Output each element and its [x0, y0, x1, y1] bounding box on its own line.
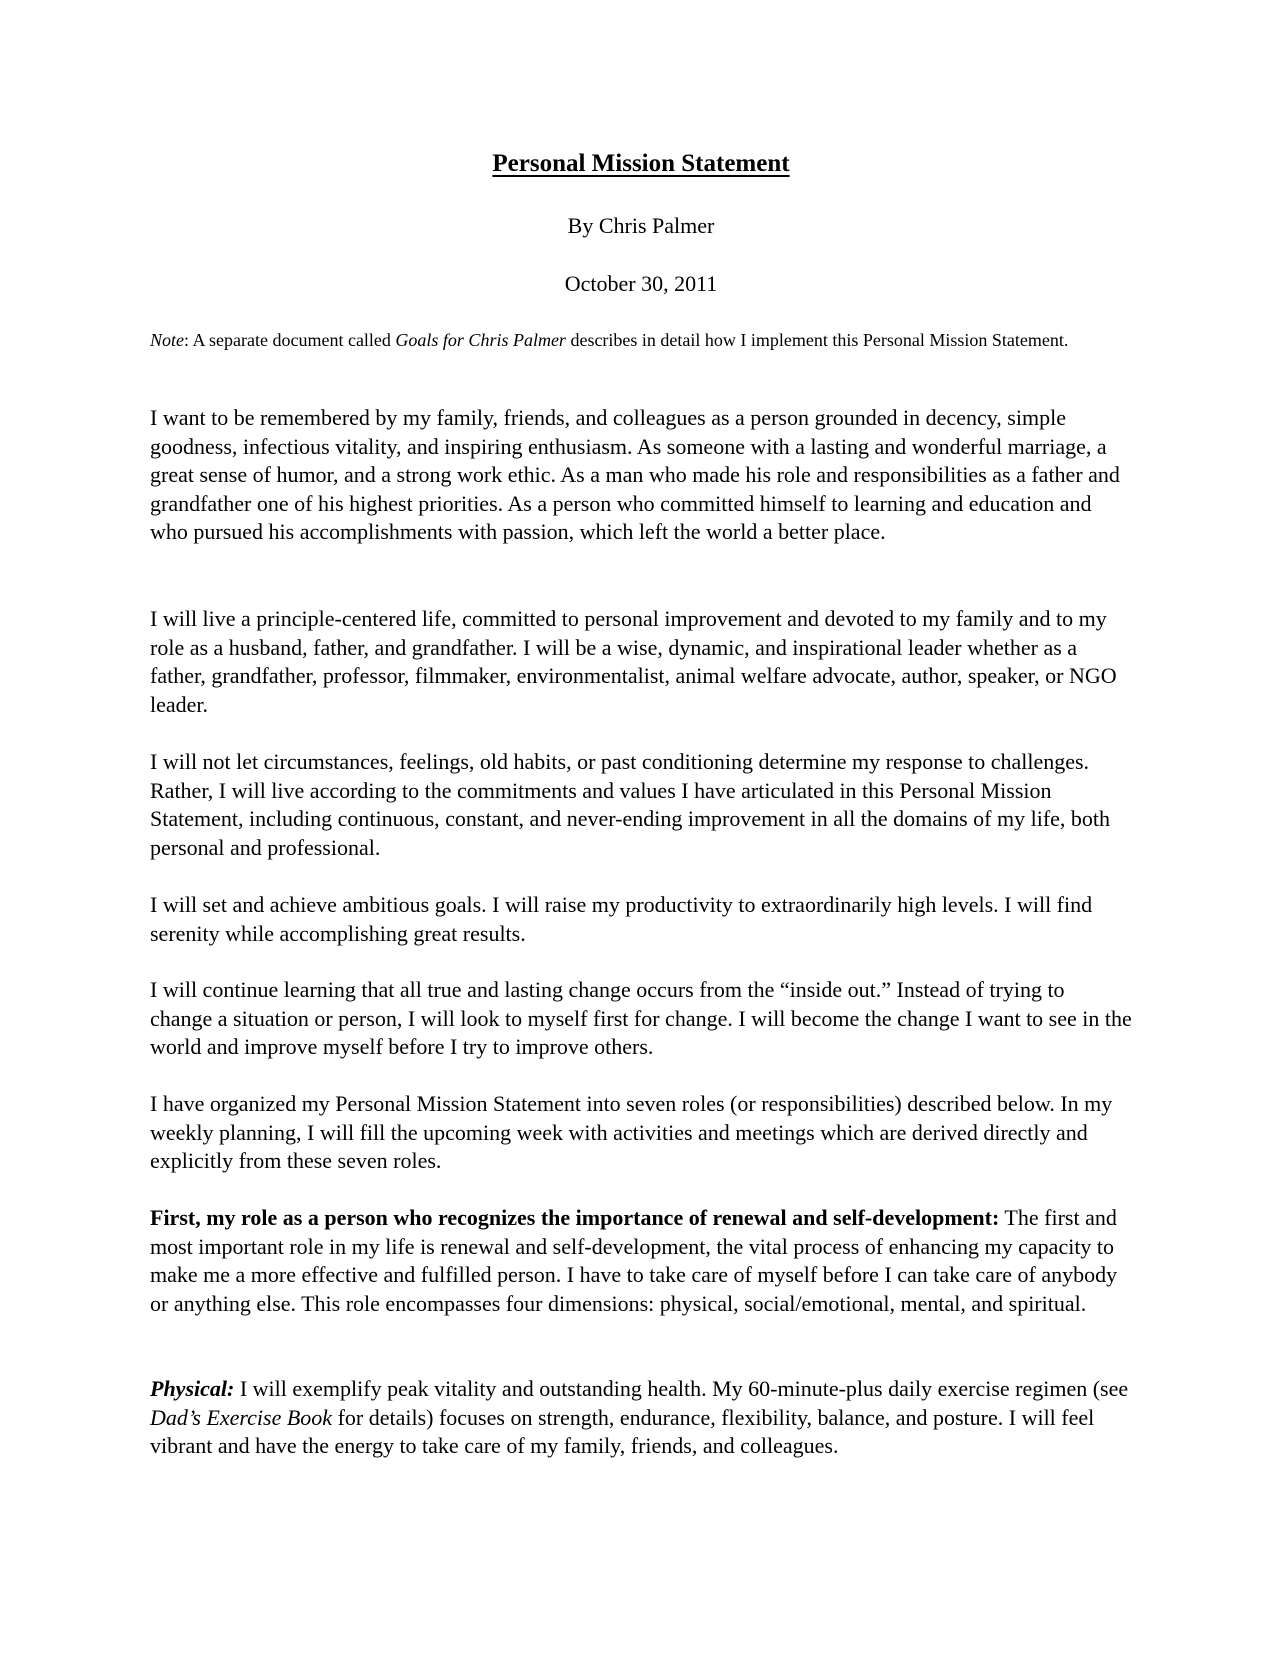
document-date: October 30, 2011 [564, 271, 718, 296]
paragraph-seven-roles: I have organized my Personal Mission Statement into seven roles (or responsibilities) described below. In my weekly planning, I will fill the upcoming week with activities and meetings which are derived directly and explicitly from these seven roles. [150, 1091, 1113, 1174]
note-text-after: describes in detail how I implement this Personal Mission Statement. [565, 330, 1069, 350]
document-byline: By Chris Palmer [567, 213, 715, 238]
paragraph-principle-centered: I will live a principle-centered life, committed to personal improvement and devoted to my family and to my role as a husband, father, and grandfather. I will be a wise, dynamic, and inspirational leader whether as a father, grandfather, professor, filmmaker, environmentalist, animal welfare advocate, author, speaker, or NGO leader. [150, 606, 1117, 717]
document-title-text: Personal Mission Statement [492, 150, 790, 177]
paragraph-ambitious-goals: I will set and achieve ambitious goals. I will raise my productivity to extraordinarily high levels. I will find serenity while accomplishing great results. [150, 892, 1093, 946]
note-document-reference: Goals for Chris Palmer [395, 330, 566, 350]
paragraph-physical [150, 1375, 1132, 1461]
paragraph-circumstances: I will not let circumstances, feelings, old habits, or past conditioning determine my response to challenges. Rather, I will live according to the commitments and values I have articulated in this Personal Mission Statement, including continuous, constant, and never-ending improvement in all the domains of my life, both personal and professional. [150, 749, 1111, 860]
renewal-role-body: The first and most important role in my life is renewal and self-development, the vital process of enhancing my capacity to make me a more effective and fulfilled person. I have to take care of myself before I can take care of anybody or anything else. This role encompasses four dimensions: physical, social/emotional, mental, and spiritual. [150, 1205, 1118, 1316]
document-note [150, 328, 1132, 352]
paragraph-remembered: I want to be remembered by my family, friends, and colleagues as a person grounded in decency, simple goodness, infectious vitality, and inspiring enthusiasm. As someone with a lasting and wonderful marriage, a great sense of humor, and a strong work ethic. As a man who made his role and responsibilities as a father and grandfather one of his highest priorities. As a person who committed himself to learning and education and who pursued his accomplishments with passion, which left the world a better place. [150, 405, 1120, 545]
note-label: Note [150, 330, 184, 350]
document-title [150, 148, 1132, 180]
paragraph-inside-out: I will continue learning that all true and lasting change occurs from the “inside out.” Instead of trying to change a situation or person, I will look to myself first for change. I will become the change I want to see in the world and improve myself before I try to improve others. [150, 977, 1132, 1060]
exercise-book-reference: Dad’s Exercise Book [150, 1404, 333, 1430]
note-text-before: : A separate document called [184, 330, 396, 350]
physical-text-after: for details) focuses on strength, endurance, flexibility, balance, and posture. I will feel vibrant and have the energy to take care of my family, friends, and colleagues. [150, 1404, 1095, 1459]
renewal-role-heading: First, my role as a person who recognizes the importance of renewal and self-development: [150, 1205, 1000, 1230]
physical-label: Physical: [150, 1376, 235, 1401]
paragraph-renewal-role [150, 1204, 1132, 1318]
physical-text-before: I will exemplify peak vitality and outstanding health. My 60-minute-plus daily exercise regimen (see [234, 1376, 1129, 1401]
